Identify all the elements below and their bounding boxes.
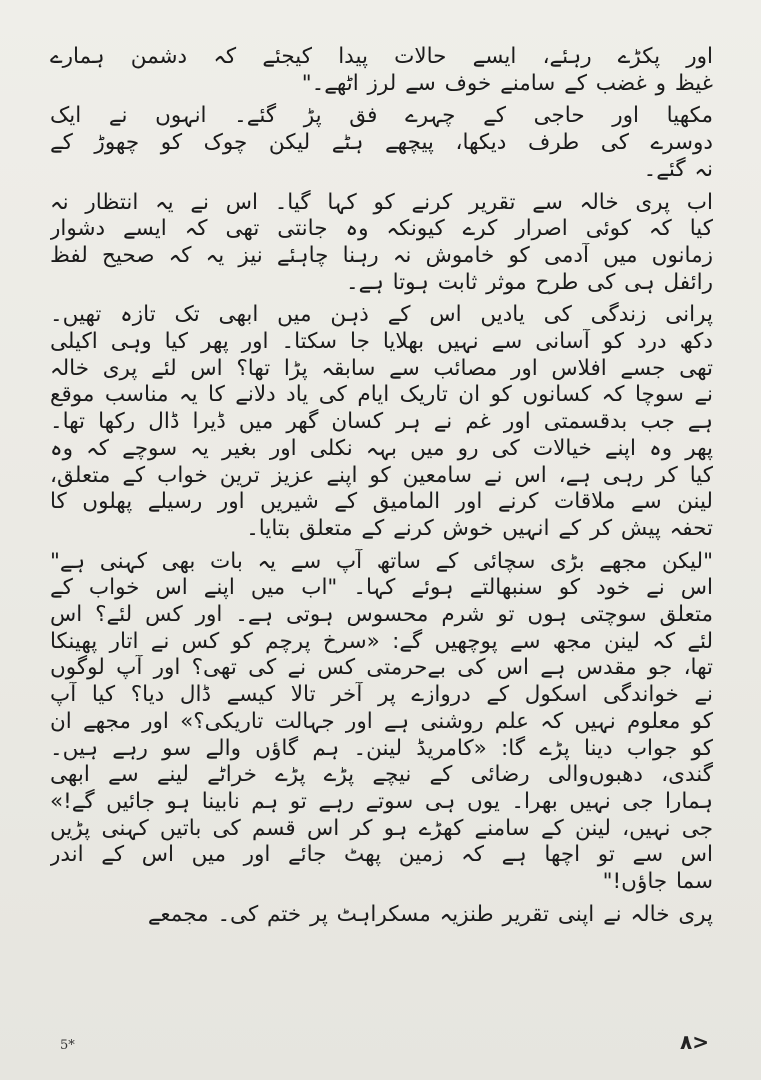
text-line: لئے کہ لینن مجھ سے پوچھیں گے: «سرخ پرچم کو کس نے اتار پھینکا xyxy=(50,628,713,654)
text-line: اور پکڑے رہئے، ایسے حالات پیدا کیجئے کہ دشمن ہمارے xyxy=(50,44,713,69)
text-line: نے خواندگی اسکول کے دروازے پر آخر تالا کیسے ڈال دیا؟ کیا آپ xyxy=(50,682,713,708)
text-line: تھا، جو مقدس ہے اس کی بےحرمتی کس نے کی تھی؟ اور آپ لوگوں xyxy=(50,655,713,681)
text-line: کیا کر رہی ہے، اس نے سامعین کو اپنے عزیز ترین خواب کے متعلق، xyxy=(50,462,713,488)
text-line: کیا کہ کوئی اصرار کرے کیونکہ وہ جانتی تھی کہ ایسے دشوار xyxy=(50,216,713,242)
text-line: نے سوچا کہ کسانوں کو ان تاریک ایام کی یاد دلانے کا یہ مناسب موقع xyxy=(50,382,713,408)
text-line: دوسرے کی طرف دیکھا، پیچھے ہٹے لیکن چوک کو چھوڑ کے xyxy=(50,130,713,156)
text-line: جی نہیں، لینن کے سامنے کھڑے ہو کر اس قسم کی باتیں کہنی پڑیں xyxy=(50,815,713,841)
paragraph xyxy=(50,190,713,297)
text-line: اس نے خود کو سنبھالتے ہوئے کہا۔ "اب میں اپنے اس خواب کے xyxy=(50,575,713,601)
text-line: مکھیا اور حاجی کے چہرے فق پڑ گئے۔ انہوں نے ایک xyxy=(50,103,713,129)
text-line: لینن سے ملاقات کرنے اور المامیق کے شیریں اور رسیلے پھلوں کا xyxy=(50,489,713,515)
text-line: اب پری خالہ سے تقریر کرنے کو کہا گیا۔ اس نے یہ انتظار نہ xyxy=(50,189,713,215)
paragraph xyxy=(50,44,713,97)
text-line: زمانوں میں آدمی کو خاموش نہ رہنا چاہئے نیز یہ کہ صحیح لفظ xyxy=(50,242,713,268)
signature-mark: 5* xyxy=(60,1038,75,1053)
text-line: نہ گئے۔ xyxy=(643,156,713,182)
text-line: رائفل ہی کی طرح موثر ثابت ہوتا ہے۔ xyxy=(346,269,713,295)
paragraph xyxy=(50,902,713,929)
text-line: سما جاؤں!" xyxy=(602,869,713,895)
text-line: "لیکن مجھے بڑی سچائی کے ساتھ آپ سے یہ بات بھی کہنی ہے" xyxy=(50,548,713,574)
paragraph xyxy=(50,302,713,542)
text-line: گندی، دھبوں‌والی رضائی کے نیچے پڑے پڑے خراٹے لینے سے ابھی xyxy=(50,762,713,788)
paragraph xyxy=(50,549,713,896)
text-line: غیظ و غضب کے سامنے خوف سے لرز اٹھے۔" xyxy=(301,70,713,96)
text-line: ہمارا جی نہیں بھرا۔ یوں ہی سوتے رہے تو ہم نابینا ہو جائیں گے!» xyxy=(50,788,713,814)
text-line: تھی جسے افلاس اور مصائب سے سابقہ پڑا تھا؟ اس لئے پری خالہ xyxy=(50,355,713,381)
text-line: پری خالہ نے اپنی تقریر طنزیہ مسکراہٹ پر ختم کی۔ مجمعے xyxy=(147,901,713,927)
paragraph xyxy=(50,103,713,183)
text-line: پھر وہ اپنے خیالات کی رو میں بہہ نکلی اور بغیر یہ سوچے کہ وہ xyxy=(50,435,713,461)
text-line: تحفہ پیش کر کے انہیں خوش کرنے کے متعلق بتایا۔ xyxy=(246,515,713,541)
text-line: کو جواب دینا پڑے گا: «کامریڈ لینن۔ ہم گاؤں والے سو رہے ہیں۔ xyxy=(50,735,713,761)
text-line: پرانی زندگی کی یادیں اس کے ذہن میں ابھی تک تازہ تھیں۔ xyxy=(50,302,713,328)
page-number: <۸ xyxy=(680,1030,709,1054)
text-line: ہے جب بدقسمتی اور غم نے ہر کسان گھر میں ڈیرا ڈال رکھا تھا۔ xyxy=(50,409,713,435)
text-line: دکھ درد کو آسانی سے نہیں بھلایا جا سکتا۔ اور پھر کیا وہی اکیلی xyxy=(50,329,713,355)
text-line: کو معلوم نہیں کہ علم روشنی ہے اور جہالت تاریکی؟» اور مجھے ان xyxy=(50,708,713,734)
text-line: اس سے تو اچھا ہے کہ زمین پھٹ جائے اور میں اس کے اندر xyxy=(50,842,713,868)
body-text xyxy=(50,44,713,929)
text-line: متعلق سوچتی ہوں تو شرم محسوس ہوتی ہے۔ اور کس لئے؟ اس xyxy=(50,602,713,628)
